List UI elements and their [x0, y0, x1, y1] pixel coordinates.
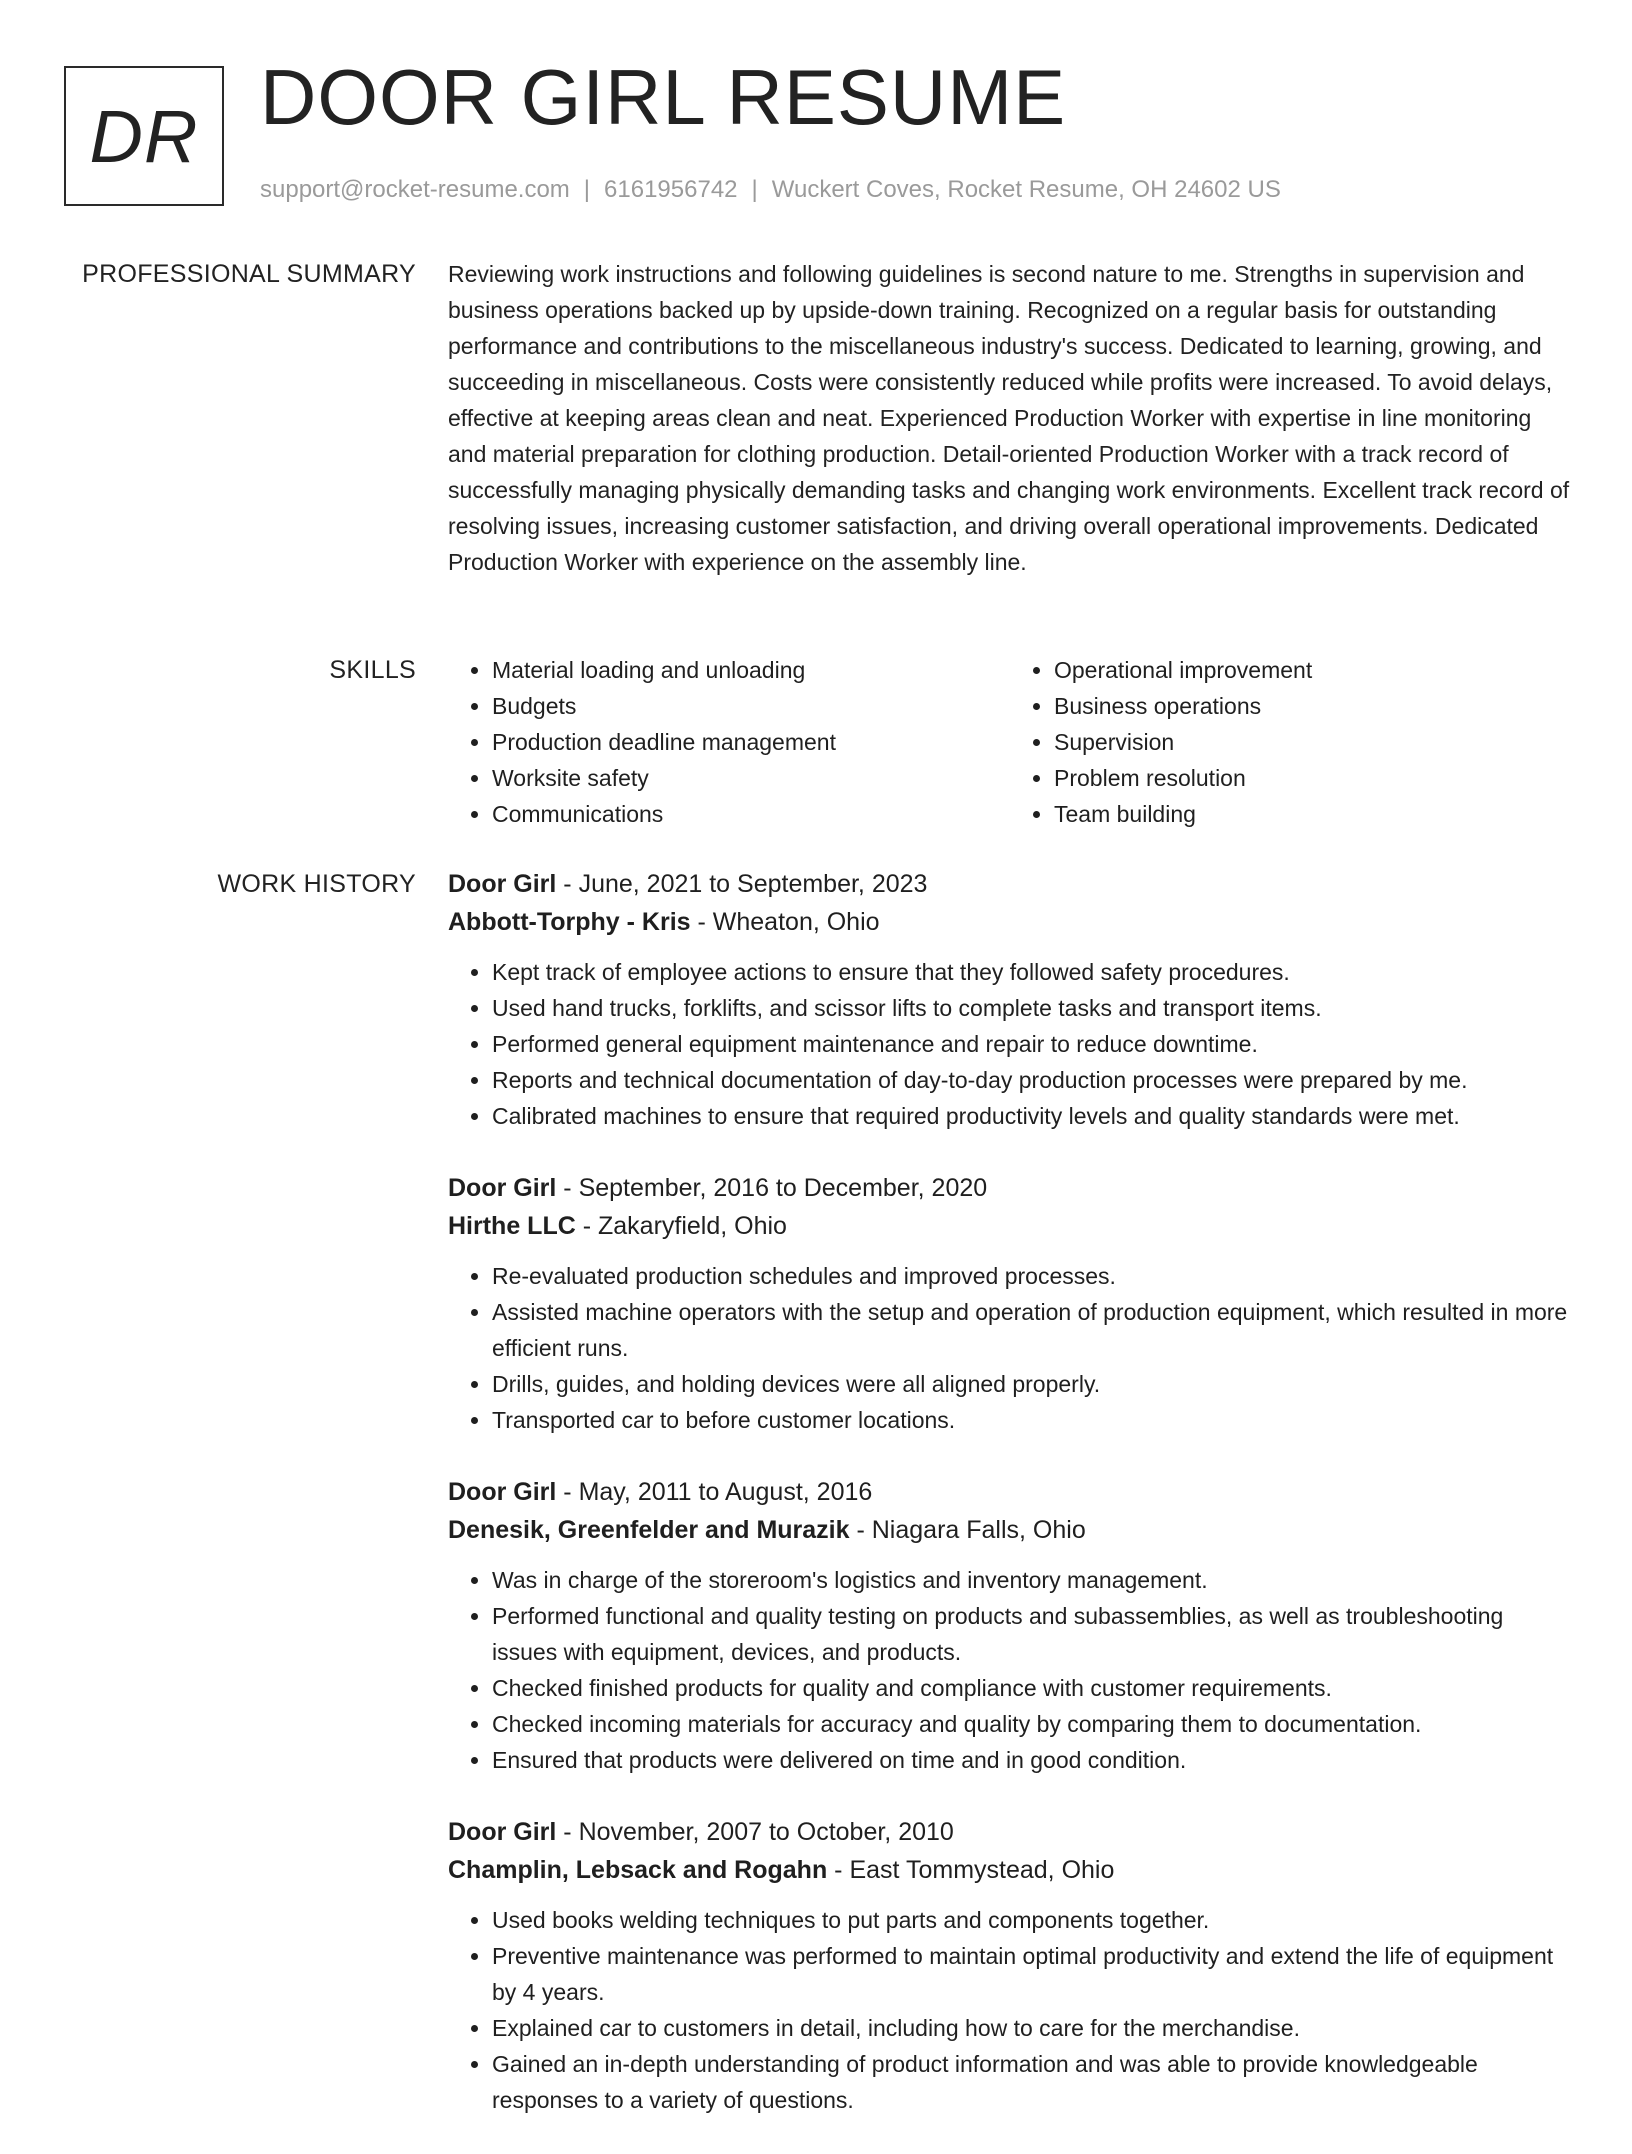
job-bullet: • Assisted machine operators with the setup and operation of production equipment, which resulted in more efficient runs. — [492, 1294, 1572, 1366]
job-bullet: • Drills, guides, and holding devices were all aligned properly. — [492, 1366, 1572, 1402]
skills-list-right — [1010, 652, 1572, 832]
job-location: Zakaryfield, Ohio — [598, 1212, 787, 1240]
separator: | — [583, 176, 591, 203]
skill-item: • Business operations — [1054, 688, 1572, 724]
job-entry: Door Girl - June, 2021 to September, 2023 Abbott-Torphy - Kris - Wheaton, Ohio • Kept track of employee actions to ensure that they followed safety procedures. • Used hand trucks, forklifts, and scissor lifts to complete tasks and transport items. • Performed general equipment maintenance and repair to reduce downtime. • Reports and technical documentation of day-to-day production processes were prepared by me. • Calibrated machines to ensure that required productivity levels and quality standards were met. — [448, 866, 1572, 1134]
job-bullet: • Preventive maintenance was performed to maintain optimal productivity and extend the life of equipment by 4 years. — [492, 1938, 1572, 2010]
job-bullets — [448, 954, 1572, 1134]
page-title: DOOR GIRL RESUME — [260, 53, 1067, 141]
job-location: East Tommystead, Ohio — [849, 1856, 1115, 1884]
skill-item: • Team building — [1054, 796, 1572, 832]
job-title: Door Girl — [448, 1478, 557, 1506]
job-dates: June, 2021 to September, 2023 — [578, 870, 928, 898]
email-text: support@rocket-resume.com — [260, 176, 570, 203]
job-dates: May, 2011 to August, 2016 — [578, 1478, 873, 1506]
job-title: Door Girl — [448, 870, 557, 898]
job-bullets — [448, 1562, 1572, 1778]
skill-item: • Production deadline management — [492, 724, 1010, 760]
monogram: DR — [64, 66, 224, 206]
job-bullets — [448, 1902, 1572, 2118]
job-bullet: • Was in charge of the storeroom's logistics and inventory management. — [492, 1562, 1572, 1598]
job-bullet: • Used hand trucks, forklifts, and scissor lifts to complete tasks and transport items. — [492, 990, 1572, 1026]
job-bullet: • Ensured that products were delivered on time and in good condition. — [492, 1742, 1572, 1778]
job-bullet: • Re-evaluated production schedules and improved processes. — [492, 1258, 1572, 1294]
job-bullet: • Performed general equipment maintenance and repair to reduce downtime. — [492, 1026, 1572, 1062]
skill-item: • Worksite safety — [492, 760, 1010, 796]
job-bullet: • Gained an in-depth understanding of product information and was able to provide knowledgeable responses to a variety of questions. — [492, 2046, 1572, 2118]
job-company: Champlin, Lebsack and Rogahn — [448, 1856, 828, 1884]
job-bullet: • Transported car to before customer locations. — [492, 1402, 1572, 1438]
job-entry: Door Girl - May, 2011 to August, 2016 Denesik, Greenfelder and Murazik - Niagara Falls, Ohio • Was in charge of the storeroom's logistics and inventory management. • Performed functional and quality testing on products and subassemblies, as well as troubleshooting issues with equipment, devices, and products. • Checked finished products for quality and compliance with customer requirements. • Checked incoming materials for accuracy and quality by comparing them to documentation. • Ensured that products were delivered on time and in good condition. — [448, 1474, 1572, 1778]
job-entry: Door Girl - September, 2016 to December, 2020 Hirthe LLC - Zakaryfield, Ohio • Re-evaluated production schedules and improved processes. • Assisted machine operators with the setup and operation of production equipment, which resulted in more efficient runs. • Drills, guides, and holding devices were all aligned properly. • Transported car to before customer locations. — [448, 1170, 1572, 1438]
skill-item: • Material loading and unloading — [492, 652, 1010, 688]
job-bullet: • Explained car to customers in detail, including how to care for the merchandise. — [492, 2010, 1572, 2046]
phone-text: 6161956742 — [604, 176, 738, 203]
summary-text: Reviewing work instructions and following guidelines is second nature to me. Strengths in supervision and business operations backed up by upside-down training. Recognized on a regular basis for outstanding performance and contributions to the miscellaneous industry's success. Dedicated to learning, growing, and succeeding in miscellaneous. Costs were consistently reduced while profits were increased. To avoid delays, effective at keeping areas clean and neat. Experienced Production Worker with expertise in line monitoring and material preparation for clothing production. Detail-oriented Production Worker with a track record of successfully managing physically demanding tasks and changing work environments. Excellent track record of resolving issues, increasing customer satisfaction, and driving overall operational improvements. Dedicated Production Worker with experience on the assembly line. — [448, 261, 1570, 575]
job-bullet: • Reports and technical documentation of day-to-day production processes were prepared by me. — [492, 1062, 1572, 1098]
job-location: Wheaton, Ohio — [712, 908, 880, 936]
section-heading-summary: PROFESSIONAL SUMMARY — [82, 260, 416, 288]
skill-item: • Communications — [492, 796, 1010, 832]
section-heading-skills: SKILLS — [329, 656, 416, 684]
job-company: Hirthe LLC — [448, 1212, 576, 1240]
skill-item: • Operational improvement — [1054, 652, 1572, 688]
job-bullet: • Kept track of employee actions to ensure that they followed safety procedures. — [492, 954, 1572, 990]
job-dates: September, 2016 to December, 2020 — [578, 1174, 988, 1202]
skill-item: • Budgets — [492, 688, 1010, 724]
job-title: Door Girl — [448, 1818, 557, 1846]
job-entry: Door Girl - November, 2007 to October, 2010 Champlin, Lebsack and Rogahn - East Tommystead, Ohio • Used books welding techniques to put parts and components together. • Preventive maintenance was performed to maintain optimal productivity and extend the life of equipment by 4 years. • Explained car to customers in detail, including how to care for the merchandise. • Gained an in-depth understanding of product information and was able to provide knowledgeable responses to a variety of questions. — [448, 1814, 1572, 2118]
skills-list-left — [448, 652, 1010, 832]
job-bullet: • Checked incoming materials for accuracy and quality by comparing them to documentation. — [492, 1706, 1572, 1742]
skill-item: • Problem resolution — [1054, 760, 1572, 796]
job-location: Niagara Falls, Ohio — [871, 1516, 1086, 1544]
contact-line — [260, 176, 1281, 204]
skill-item: • Supervision — [1054, 724, 1572, 760]
job-bullet: • Checked finished products for quality and compliance with customer requirements. — [492, 1670, 1572, 1706]
job-company: Abbott-Torphy - Kris — [448, 908, 691, 936]
job-company: Denesik, Greenfelder and Murazik — [448, 1516, 850, 1544]
address-text: Wuckert Coves, Rocket Resume, OH 24602 US — [771, 176, 1281, 203]
section-heading-work: WORK HISTORY — [217, 870, 416, 898]
job-bullet: • Calibrated machines to ensure that required productivity levels and quality standards were met. — [492, 1098, 1572, 1134]
work-list — [448, 866, 1572, 2154]
job-bullet: • Used books welding techniques to put parts and components together. — [492, 1902, 1572, 1938]
job-title: Door Girl — [448, 1174, 557, 1202]
job-dates: November, 2007 to October, 2010 — [578, 1818, 954, 1846]
separator: | — [751, 176, 758, 203]
job-bullet: • Performed functional and quality testing on products and subassemblies, as well as troubleshooting issues with equipment, devices, and products. — [492, 1598, 1572, 1670]
job-bullets — [448, 1258, 1572, 1438]
